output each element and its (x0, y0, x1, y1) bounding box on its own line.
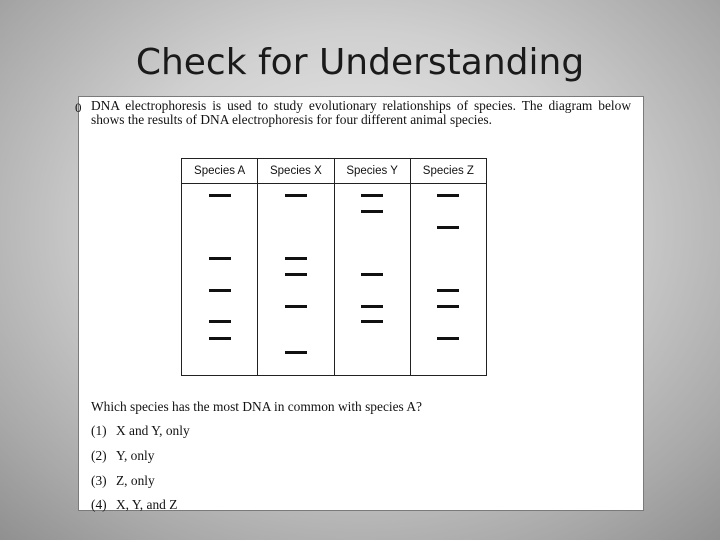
dna-band (361, 194, 383, 197)
lane-species-x (258, 184, 334, 376)
lane-label-species-x: Species X (258, 159, 334, 184)
dna-band (209, 194, 231, 197)
question-prompt: DNA electrophoresis is used to study evolutionary relationships of species. The diagram below shows the results of DNA electrophoresis for four different animal species. (91, 98, 631, 127)
choice-number: (1) (91, 423, 107, 438)
dna-band (361, 305, 383, 308)
choice-number: (4) (91, 497, 107, 512)
answer-choice-3[interactable] (91, 473, 155, 489)
lane-species-z (410, 184, 486, 376)
dna-band (361, 210, 383, 213)
dna-band (361, 273, 383, 276)
answer-choice-4[interactable] (91, 497, 177, 513)
dna-band (209, 289, 231, 292)
dna-band (285, 273, 307, 276)
choice-text: X, Y, and Z (116, 497, 178, 512)
dna-band (285, 194, 307, 197)
question-number: 0 (75, 100, 82, 115)
answer-choice-2[interactable] (91, 448, 154, 464)
dna-band (209, 257, 231, 260)
dna-band (437, 226, 459, 229)
lane-species-a (182, 184, 258, 376)
choice-text: X and Y, only (116, 423, 190, 438)
choice-number: (2) (91, 448, 107, 463)
dna-band (285, 305, 307, 308)
lane-species-y (334, 184, 410, 376)
dna-band (437, 337, 459, 340)
lane-label-species-y: Species Y (334, 159, 410, 184)
gel-table (181, 158, 487, 376)
dna-band (285, 257, 307, 260)
slide-title: Check for Understanding (135, 42, 585, 83)
electrophoresis-diagram (181, 158, 487, 376)
choice-text: Y, only (116, 448, 155, 463)
dna-band (437, 194, 459, 197)
choice-text: Z, only (116, 473, 155, 488)
answer-choice-1[interactable] (91, 423, 190, 439)
question-panel (75, 96, 644, 512)
lane-label-species-z: Species Z (410, 159, 486, 184)
dna-band (437, 289, 459, 292)
choice-number: (3) (91, 473, 107, 488)
dna-band (209, 337, 231, 340)
dna-band (285, 351, 307, 354)
dna-band (209, 320, 231, 323)
question-ask: Which species has the most DNA in common with species A? (91, 399, 422, 414)
dna-band (361, 320, 383, 323)
lane-label-species-a: Species A (182, 159, 258, 184)
dna-band (437, 305, 459, 308)
